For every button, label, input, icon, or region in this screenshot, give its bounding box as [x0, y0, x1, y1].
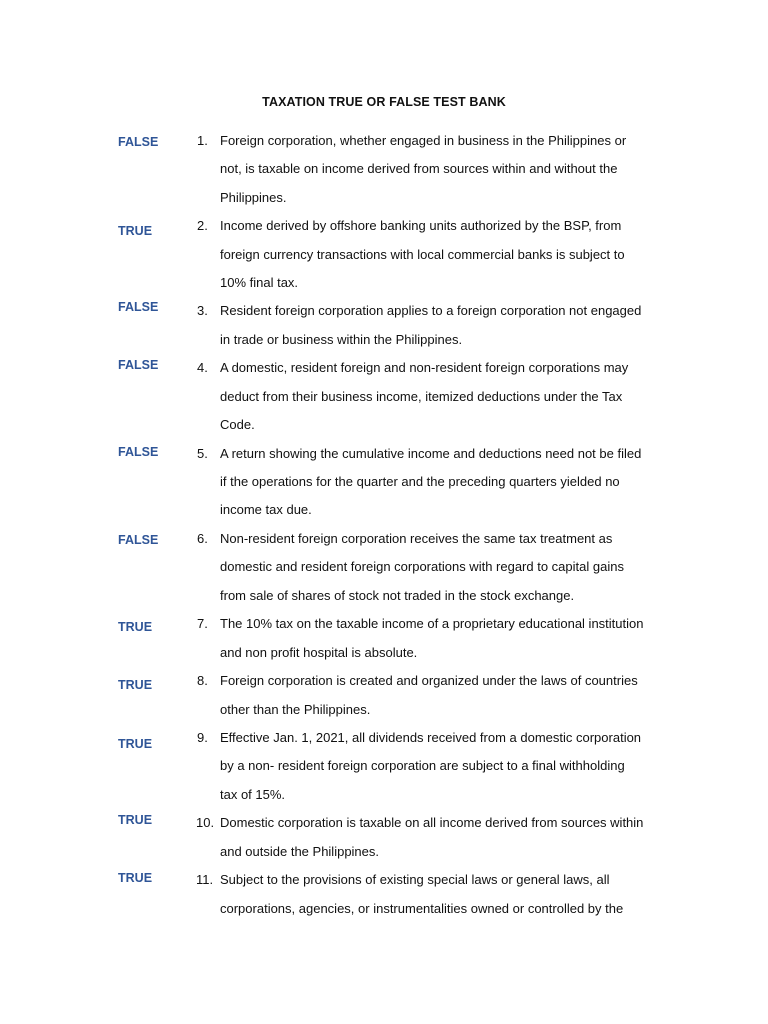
question-text-line: corporations, agencies, or instrumentalities owned or controlled by the	[220, 900, 624, 916]
answer-label: FALSE	[118, 300, 159, 314]
answer-label: FALSE	[118, 358, 159, 372]
question-text-line: if the operations for the quarter and the preceding quarters yielded no	[220, 474, 620, 490]
question-number: 3.	[197, 303, 208, 319]
answer-label: TRUE	[118, 737, 153, 751]
question-text-line: Effective Jan. 1, 2021, all dividends received from a domestic corporation	[220, 729, 642, 745]
question-text-line: 10% final tax.	[220, 274, 299, 290]
question-item	[0, 667, 768, 724]
answer-label: FALSE	[118, 135, 159, 149]
answer-label: TRUE	[118, 620, 153, 634]
question-item	[0, 610, 768, 667]
question-text-line: Code.	[220, 417, 255, 433]
question-text-line: Subject to the provisions of existing special laws or general laws, all	[220, 872, 610, 888]
question-text-line: Foreign corporation is created and organized under the laws of countries	[220, 673, 638, 689]
question-text-line: domestic and resident foreign corporations with regard to capital gains	[220, 559, 624, 575]
question-text-line: Domestic corporation is taxable on all income derived from sources within	[220, 815, 644, 831]
question-text-line: The 10% tax on the taxable income of a proprietary educational institution	[220, 616, 644, 632]
question-text-line: in trade or business within the Philippines.	[220, 331, 463, 347]
question-text	[220, 212, 750, 297]
question-text	[220, 127, 750, 212]
question-text-line: Foreign corporation, whether engaged in business in the Philippines or	[220, 132, 627, 148]
answer-label: TRUE	[118, 871, 153, 885]
question-number: 2.	[197, 218, 208, 234]
question-text-line: Resident foreign corporation applies to a foreign corporation not engaged	[220, 303, 642, 319]
question-number: 4.	[197, 360, 208, 376]
question-item	[0, 866, 768, 923]
question-text	[220, 440, 750, 525]
question-text-line: income tax due.	[220, 502, 312, 518]
question-text-line: Non-resident foreign corporation receives the same tax treatment as	[220, 530, 613, 546]
answer-label: TRUE	[118, 678, 153, 692]
question-number: 9.	[197, 729, 208, 745]
question-text-line: other than the Philippines.	[220, 701, 371, 717]
question-number: 6.	[197, 530, 208, 546]
question-text-line: A domestic, resident foreign and non-resident foreign corporations may	[220, 360, 629, 376]
question-number: 5.	[197, 445, 208, 461]
question-item	[0, 212, 768, 297]
question-text	[220, 724, 750, 809]
answer-label: FALSE	[118, 533, 159, 547]
question-text-line: and non profit hospital is absolute.	[220, 644, 418, 660]
question-text	[220, 297, 750, 354]
question-text-line: A return showing the cumulative income and deductions need not be filed	[220, 445, 642, 461]
question-list	[0, 127, 768, 923]
question-item	[0, 127, 768, 212]
question-number: 1.	[197, 132, 208, 148]
question-text-line: tax of 15%.	[220, 786, 286, 802]
question-number: 10.	[196, 815, 215, 831]
question-text	[220, 866, 750, 923]
question-item	[0, 297, 768, 354]
question-text	[220, 354, 750, 439]
question-text	[220, 610, 750, 667]
answer-label: TRUE	[118, 813, 153, 827]
document-title: TAXATION TRUE OR FALSE TEST BANK	[262, 95, 506, 109]
question-text-line: by a non- resident foreign corporation are subject to a final withholding	[220, 758, 625, 774]
question-text-line: and outside the Philippines.	[220, 843, 380, 859]
question-text	[220, 809, 750, 866]
question-item	[0, 809, 768, 866]
question-number: 8.	[197, 673, 208, 689]
question-number: 7.	[197, 616, 208, 632]
question-text-line: foreign currency transactions with local commercial banks is subject to	[220, 246, 625, 262]
question-text	[220, 525, 750, 610]
question-text-line: Philippines.	[220, 189, 287, 205]
question-text-line: not, is taxable on income derived from sources within and without the	[220, 161, 618, 177]
question-text-line: from sale of shares of stock not traded in the stock exchange.	[220, 587, 575, 603]
question-text-line: Income derived by offshore banking units authorized by the BSP, from	[220, 218, 622, 234]
question-text	[220, 667, 750, 724]
question-item	[0, 354, 768, 439]
question-item	[0, 440, 768, 525]
question-number: 11.	[196, 872, 214, 888]
answer-label: FALSE	[118, 445, 159, 459]
question-text-line: deduct from their business income, itemized deductions under the Tax	[220, 388, 623, 404]
question-item	[0, 525, 768, 610]
answer-label: TRUE	[118, 224, 153, 238]
question-item	[0, 724, 768, 809]
